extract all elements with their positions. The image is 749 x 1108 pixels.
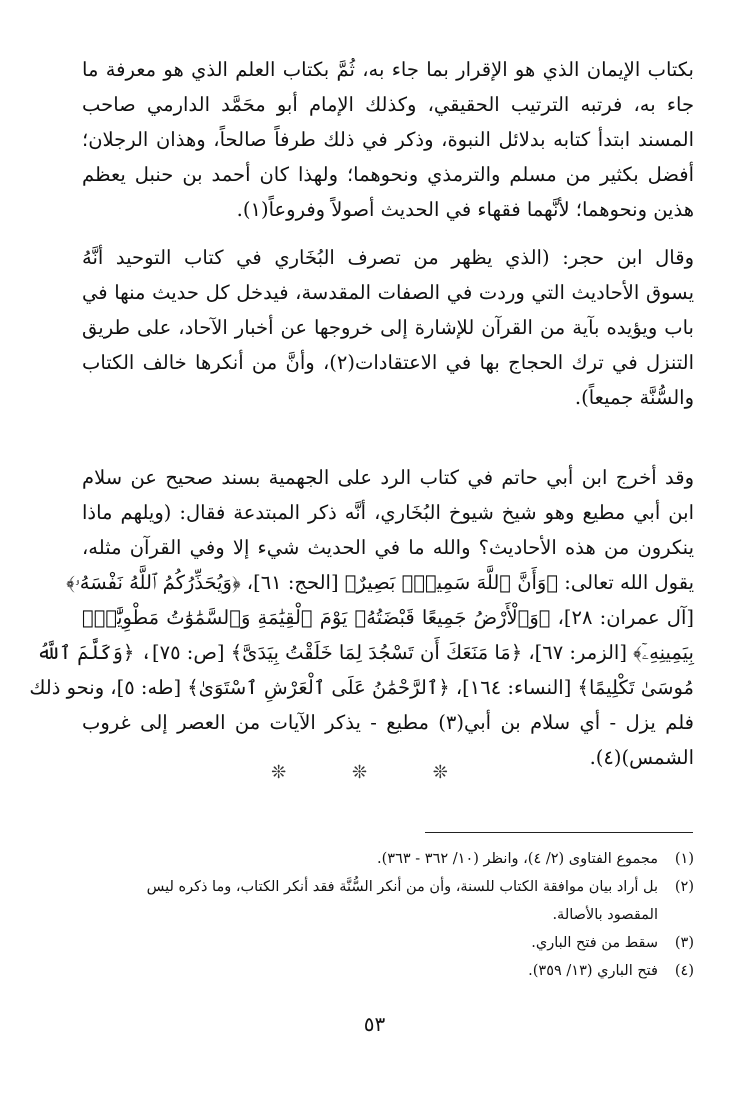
text-line: [آل عمران: ٢٨]، ﴿وَٱلْأَرْضُ جَمِيعًا قَبْضَتُهُۥ يَوْمَ ٱلْقِيَٰمَةِ وَٱلسَّمَٰوَٰتُ مَطْوِيَّٰتٌۢ	[82, 606, 694, 629]
footnote-item	[82, 957, 694, 985]
text-line: جاء به، فرتبه الترتيب الحقيقي، وكذلك الإمام أبو محَمَّد الدارمي صاحب	[82, 93, 694, 116]
text-line: وقال ابن حجر: (الذي يظهر من تصرف البُخَاري في كتاب التوحيد أنَّهُ	[82, 246, 694, 269]
text-line: بِيَمِينِهِۦٓ﴾ [الزمر: ٦٧]، ﴿مَا مَنَعَكَ أَن تَسْجُدَ لِمَا خَلَقْتُ بِيَدَىَّ﴾ [ص: ٧٥]، ﴿وَكَلَّمَ ٱللَّهُ	[36, 641, 694, 664]
footnote-item	[82, 845, 694, 873]
text-line: والسُّنَّة جميعاً).	[574, 386, 694, 409]
text-line: بكتاب الإيمان الذي هو الإقرار بما جاء به، ثُمَّ بكتاب العلم الذي هو معرفة ما	[82, 58, 694, 81]
footnote-text: فتح الباري (١٣/ ٣٥٩).	[528, 963, 658, 979]
footnote-text: المقصود بالأصالة.	[552, 907, 658, 923]
text-line: باب ويؤيده بآية من القرآن للإشارة إلى خروجها عن أخبار الآحاد، على طريق	[82, 316, 694, 339]
footnote-item	[82, 873, 694, 929]
text-line: المسند ابتدأ كتابه بدلائل النبوة، وذكر في ذلك طرفاً صالحاً، وهذان الرجلان؛	[82, 128, 694, 151]
footnote-divider	[425, 832, 693, 833]
text-line: يسوق الأحاديث التي وردت في الصفات المقدسة، فيدخل كل حديث منها في	[82, 281, 694, 304]
text-line: ينكرون من هذه الأحاديث؟ والله ما في الحديث شيء إلا وفي القرآن مثله،	[82, 536, 694, 559]
paragraph-3	[29, 460, 694, 775]
footnote-item	[82, 929, 694, 957]
footnotes	[82, 845, 694, 985]
text-line: الشمس)(٤).	[589, 746, 694, 769]
page-number: ٥٣	[363, 1012, 386, 1036]
text-line: هذين ونحوهما؛ لأنَّهما فقهاء في الحديث أصولاً وفروعاً(١).	[236, 198, 694, 221]
text-line: وقد أخرج ابن أبي حاتم في كتاب الرد على الجهمية بسند صحيح عن سلام	[82, 466, 694, 489]
footnote-number: (٤)	[674, 963, 694, 979]
footnote-text: مجموع الفتاوى (٢/ ٤)، وانظر (١٠/ ٣٦٢ - ٣٦٣).	[377, 851, 658, 867]
paragraph-1	[82, 52, 694, 227]
footnote-text: سقط من فتح الباري.	[531, 935, 658, 951]
footnote-number: (٢)	[674, 879, 694, 895]
section-separator: ❊ ❊ ❊	[271, 762, 478, 783]
footnote-text: بل أراد بيان موافقة الكتاب للسنة، وأن من أنكر السُّنَّة فقد أنكر الكتاب، وما ذكره ليس	[146, 879, 658, 895]
paragraph-2	[82, 240, 694, 415]
footnote-number: (١)	[674, 851, 694, 867]
text-line: التنزل في ترك الحجاج بها في الاعتقادات(٢)، وأنَّ من أنكرها خالف الكتاب	[82, 351, 694, 374]
text-line: فلم يزل - أي سلام بن أبي(٣) مطيع - يذكر الآيات من العصر إلى غروب	[82, 711, 694, 734]
text-line: ابن أبي مطيع وهو شيخ شيوخ البُخَاري، أنَّه ذكر المبتدعة فقال: (ويلهم ماذا	[82, 501, 694, 524]
text-line: أفضل بكثير من مسلم والترمذي ونحوهما؛ ولهذا كان أحمد بن حنبل يعظم	[82, 163, 694, 186]
text-line: مُوسَىٰ تَكْلِيمًا﴾ [النساء: ١٦٤]، ﴿ٱلرَّحْمَٰنُ عَلَى ٱلْعَرْشِ ٱسْتَوَىٰ﴾ [طه: ٥]، ونحو ذلك	[29, 676, 694, 699]
footnote-number: (٣)	[674, 935, 694, 951]
text-line: يقول الله تعالى: ﴿وَأَنَّ ٱللَّهَ سَمِيعٌۢ بَصِيرٌ﴾ [الحج: ٦١]، ﴿وَيُحَذِّرُكُمُ ٱللَّهُ نَفْسَهُۥ﴾	[66, 571, 694, 594]
